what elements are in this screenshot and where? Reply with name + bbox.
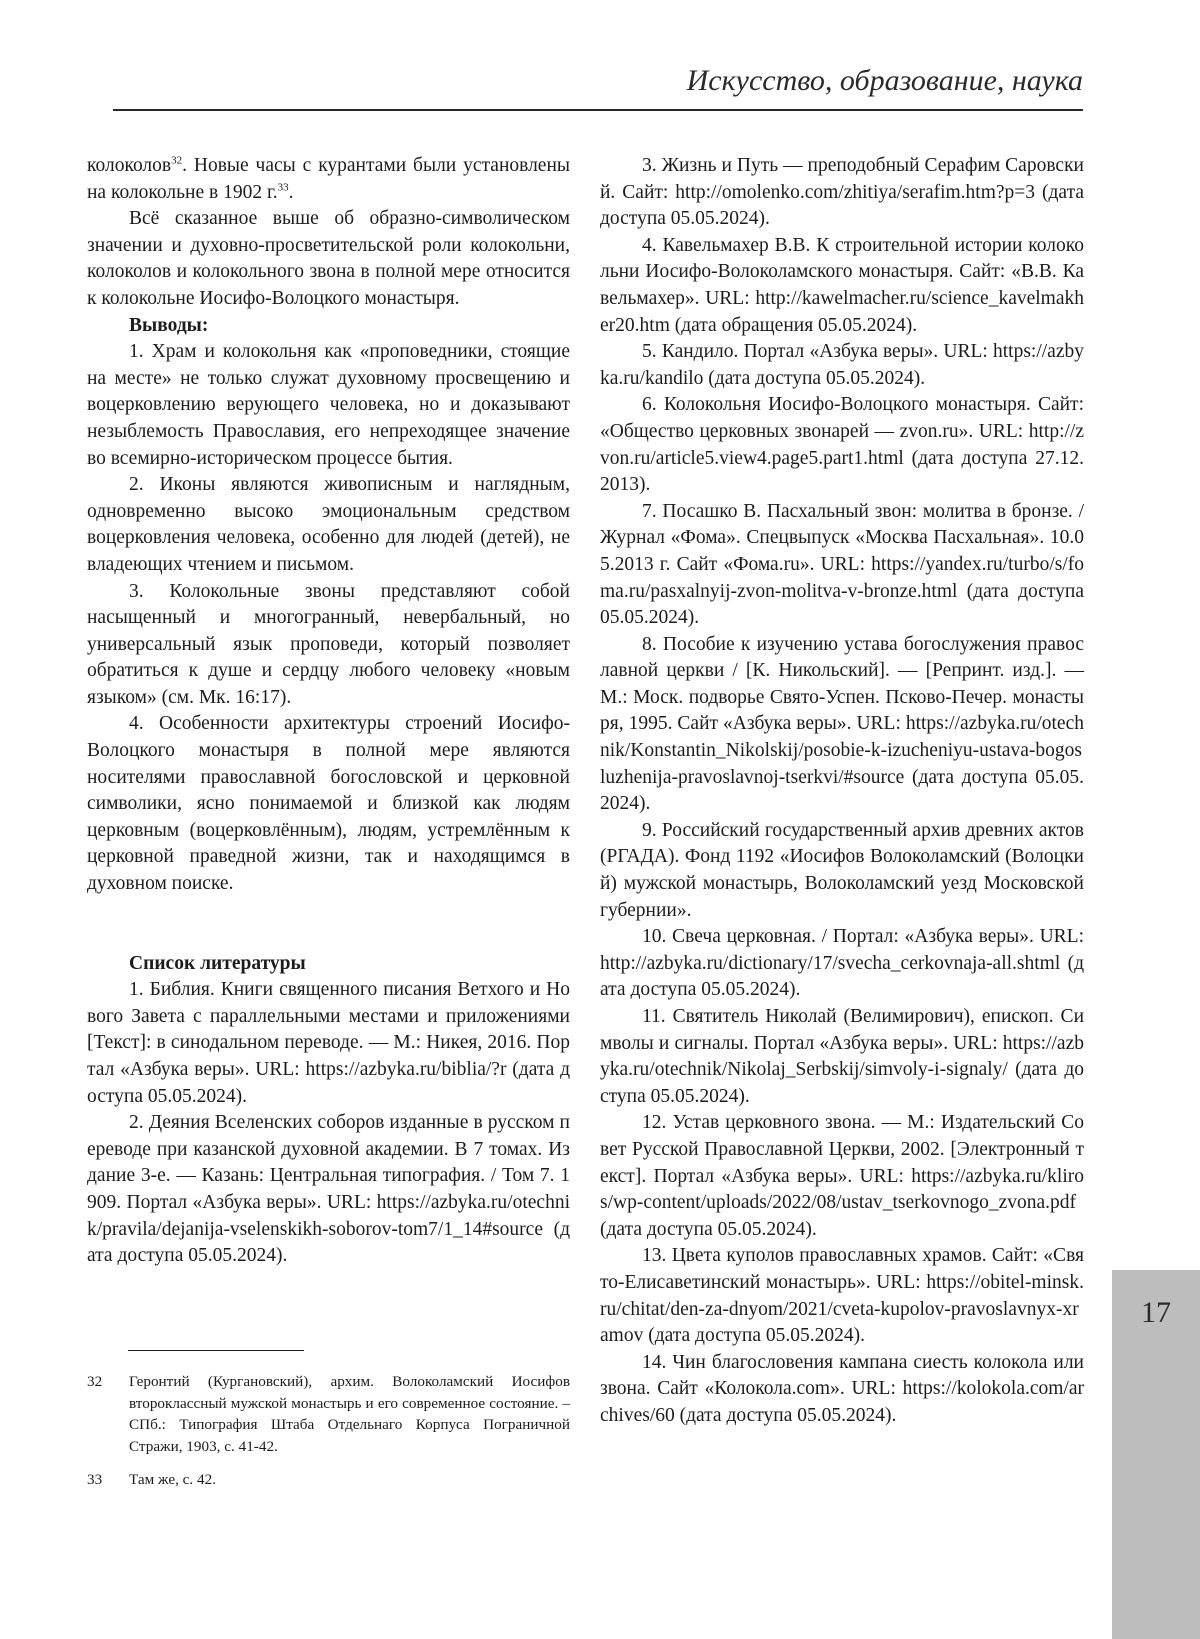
reference-9: 9. Российский государственный архив древних актов (РГАДА). Фонд 1192 «Иосифов Волоколамский (Волоцкий) мужской монастырь, Волоколамский уезд Московской губернии». bbox=[600, 819, 1084, 921]
footnote-number: 33 bbox=[87, 1470, 103, 1488]
reference-12: 12. Устав церковного звона. — М.: Издательский Совет Русской Православной Церкви, 2002. [Электронный текст]. Портал «Азбука веры». URL: https://azbyka.ru/kliros/wp-content/uploads/2022/08/ustav_tserkovnogo_zvona.pdf (дата доступа 05.05.2024). bbox=[600, 1112, 1084, 1240]
conclusion-1: 1. Храм и колокольня как «проповедники, стоящие на месте» не только служат духовному просвещению и воцерковлению верующего человека, но и доказывают незыблемость Православия, его непреходящее значение во всемирно-историческом процессе бытия. bbox=[87, 341, 570, 469]
conclusion-4: 4. Особенности архитектуры строений Иосифо-Волоцкого монастыря в полной мере являются носителями православной богословской и церковной символики, ясно понимаемой и близкой как людям церковным (воцерковлённым), людям, устремлённым к церковной праведной жизни, так и находящимся в духовном поиске. bbox=[87, 713, 570, 895]
section-gap bbox=[87, 898, 570, 951]
footnote-32 bbox=[87, 1371, 570, 1458]
footnote-33 bbox=[87, 1469, 570, 1491]
running-header: Искусство, образование, наука bbox=[686, 64, 1083, 97]
conclusions-heading: Выводы: bbox=[129, 314, 209, 336]
page-number: 17 bbox=[1141, 1296, 1171, 1329]
reference-1: 1. Библия. Книги священного писания Ветхого и Нового Завета с параллельными местами и приложениями [Текст]: в синодальном переводе. — М.: Никея, 2016. Портал «Азбука веры». URL: https://azbyka.ru/biblia/?r (дата доступа 05.05.2024). bbox=[87, 979, 570, 1107]
footnotes bbox=[87, 1371, 570, 1502]
reference-13: 13. Цвета куполов православных храмов. Сайт: «Свято-Елисаветинский монастырь». URL: https://obitel-minsk.ru/chitat/den-za-dnyom/2021/cveta-kupolov-pravoslavnyx-xramov (дата доступа 05.05.2024). bbox=[600, 1245, 1084, 1347]
page-number-tab bbox=[1112, 1270, 1200, 1639]
footnote-ref-33[interactable]: 33 bbox=[277, 181, 289, 194]
summary-paragraph: Всё сказанное выше об образно-символическом значении и духовно-просветительской роли колокольни, колоколов и колокольного звона в полной мере относится к колокольне Иосифо-Волоцкого монастыря. bbox=[87, 208, 570, 309]
reference-3: 3. Жизнь и Путь — преподобный Серафим Саровский. Сайт: http://omolenko.com/zhitiya/serafim.htm?p=3 (дата доступа 05.05.2024). bbox=[600, 155, 1084, 230]
intro-text: колоколов bbox=[87, 155, 172, 176]
footnote-text: Геронтий (Кургановский), архим. Волоколамский Иосифов второклассный мужской монастырь и его современное состояние. – СПб.: Типография Штаба Отдельнаго Корпуса Пограничной Стражи, 1903, с. 41-42. bbox=[129, 1373, 570, 1456]
intro-text-2: . Новые часы с курантами были установлены на колокольне в 1902 г. bbox=[87, 155, 570, 203]
intro-paragraph bbox=[87, 153, 570, 206]
footnote-number: 32 bbox=[87, 1373, 103, 1390]
references-heading: Список литературы bbox=[129, 952, 306, 974]
footnote-separator bbox=[128, 1350, 304, 1351]
reference-6: 6. Колокольня Иосифо-Волоцкого монастыря. Сайт: «Общество церковных звонарей — zvon.ru». URL: http://zvon.ru/article5.view4.page5.part1.html (дата доступа 27.12.2013). bbox=[600, 394, 1084, 496]
right-column bbox=[600, 153, 1084, 1430]
reference-8: 8. Пособие к изучению устава богослужения православной церкви / [К. Никольский]. — [Репринт. изд.]. — М.: Моск. подворье Свято-Успен. Псково-Печер. монастыря, 1995. Сайт «Азбука веры». URL: https://azbyka.ru/otechnik/Konstantin_Nikolskij/posobie-k-izucheniyu-ustava-bogosluzhenija-pravoslavnoj-tserkvi/#source (дата доступа 05.05.2024). bbox=[600, 633, 1084, 815]
left-column bbox=[87, 153, 570, 1270]
reference-10: 10. Свеча церковная. / Портал: «Азбука веры». URL: http://azbyka.ru/dictionary/17/svecha_cerkovnaja-all.shtml (дата доступа 05.05.2024). bbox=[600, 926, 1084, 1001]
footnote-text: Там же, с. 42. bbox=[129, 1470, 216, 1488]
reference-2: 2. Деяния Вселенских соборов изданные в русском переводе при казанской духовной академии. В 7 томах. Издание 3-е. — Казань: Центральная типография. / Том 7. 1909. Портал «Азбука веры». URL: https://azbyka.ru/otechnik/pravila/dejanija-vselenskikh-soborov-tom7/1_14#source (дата доступа 05.05.2024). bbox=[87, 1112, 570, 1267]
intro-text-3: . bbox=[288, 181, 294, 203]
reference-4: 4. Кавельмахер В.В. К строительной истории колокольни Иосифо-Волоколамского монастыря. Сайт: «В.В. Кавельмахер». URL: http://kawelmacher.ru/science_kavelmakher20.htm (дата обращения 05.05.2024). bbox=[600, 234, 1084, 336]
conclusion-2: 2. Иконы являются живописным и наглядным, одновременно высоко эмоциональным средством воцерковления человека, особенно для людей (детей), не владеющих чтением и письмом. bbox=[87, 474, 570, 575]
reference-11: 11. Святитель Николай (Велимирович), епископ. Символы и сигналы. Портал «Азбука веры». URL: https://azbyka.ru/otechnik/Nikolaj_Serbskij/simvoly-i-signaly/ (дата доступа 05.05.2024). bbox=[600, 1006, 1084, 1107]
footnote-ref-32[interactable]: 32 bbox=[171, 154, 183, 167]
reference-7: 7. Посашко В. Пасхальный звон: молитва в бронзе. / Журнал «Фома». Спецвыпуск «Москва Пасхальная». 10.05.2013 г. Сайт «Фома.ru». URL: https://yandex.ru/turbo/s/foma.ru/pasxalnyij-zvon-molitva-v-bronze.html (дата доступа 05.05.2024). bbox=[600, 500, 1084, 629]
reference-14: 14. Чин благословения кампана сиесть колокола или звона. Сайт «Колокола.com». URL: https://kolokola.com/archives/60 (дата доступа 05.05.2024). bbox=[600, 1351, 1084, 1426]
header-rule bbox=[113, 109, 1083, 111]
reference-5: 5. Кандило. Портал «Азбука веры». URL: https://azbyka.ru/kandilo (дата доступа 05.05.2024). bbox=[600, 341, 1084, 389]
conclusion-3: 3. Колокольные звоны представляют собой насыщенный и многогранный, невербальный, но универсальный язык проповеди, который позволяет обратиться к душе и сердцу любого человеку «новым языком» (см. Мк. 16:17). bbox=[87, 580, 570, 708]
